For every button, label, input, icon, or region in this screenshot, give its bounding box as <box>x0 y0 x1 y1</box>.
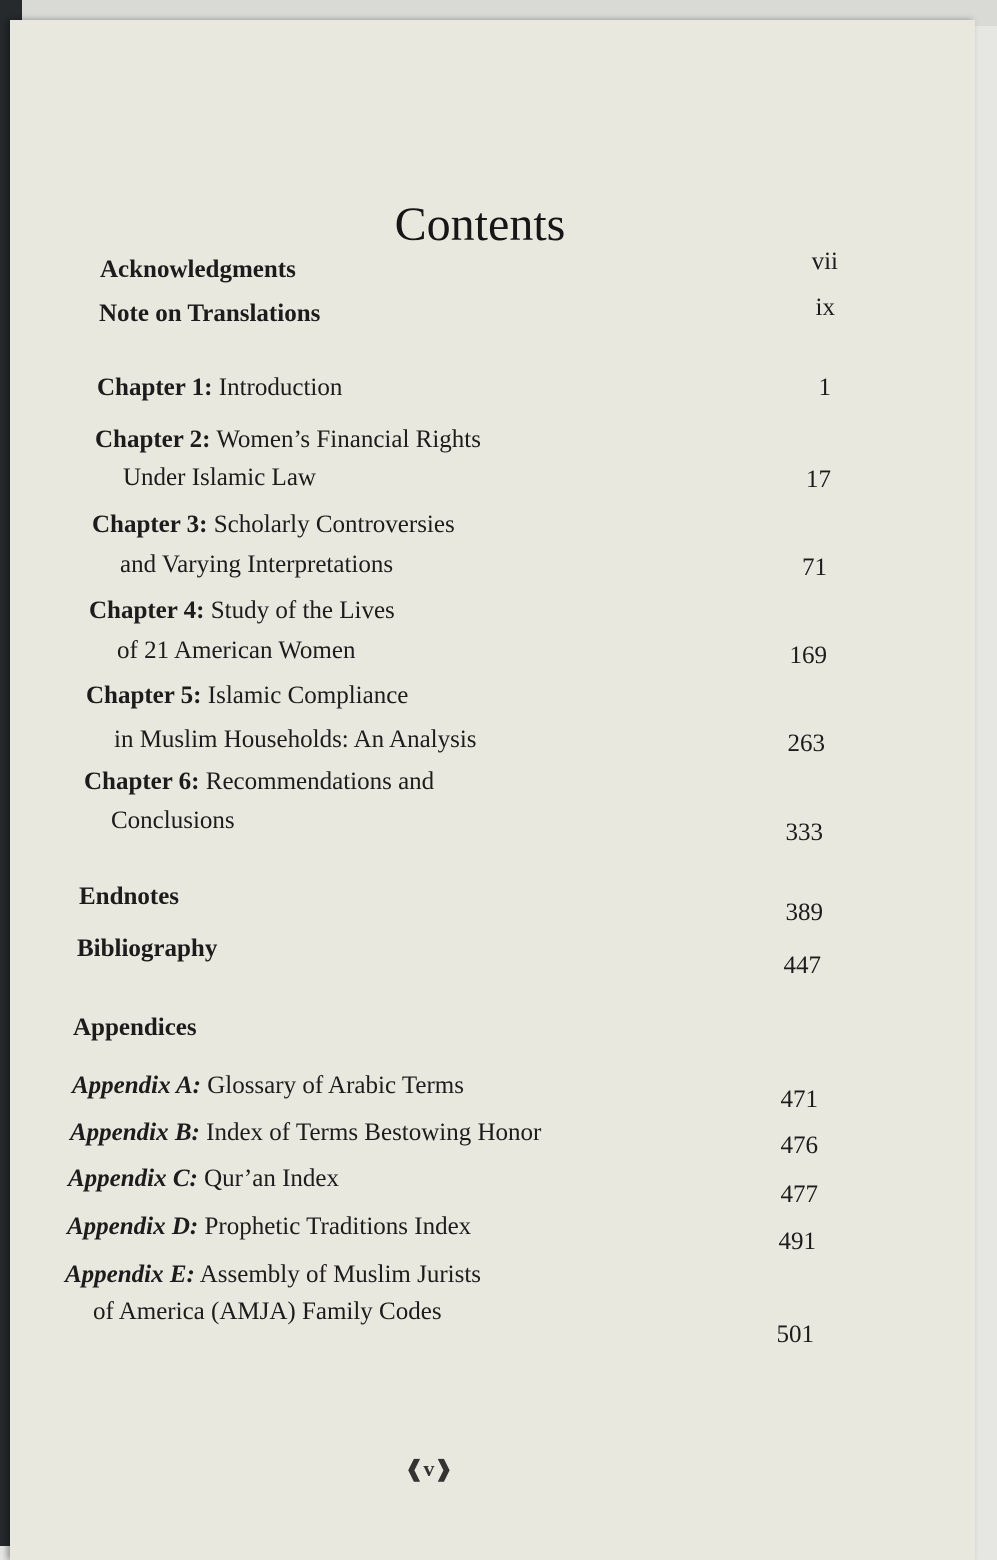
toc-appendix-c: Appendix C: Qur’an Index <box>68 1165 340 1192</box>
toc-appendix-e: Appendix E: Assembly of Muslim Jurists <box>65 1261 482 1288</box>
toc-appendix-e-page: 501 <box>776 1321 814 1348</box>
toc-appendix-b: Appendix B: Index of Terms Bestowing Honor <box>70 1119 542 1146</box>
toc-appendix-e-continuation: of America (AMJA) Family Codes <box>93 1298 442 1325</box>
toc-endnotes-page: 389 <box>785 899 823 926</box>
toc-chapter-3-continuation: and Varying Interpretations <box>120 551 394 578</box>
toc-acknowledgments-page: vii <box>811 248 838 275</box>
toc-chapter-2-page: 17 <box>806 466 831 493</box>
toc-chapter-3: Chapter 3: Scholarly Controversies <box>92 511 455 538</box>
toc-chapter-4: Chapter 4: Study of the Lives <box>89 597 395 624</box>
page-title: Contents <box>394 198 566 252</box>
toc-chapter-6: Chapter 6: Recommendations and <box>84 768 435 795</box>
toc-appendix-c-page: 477 <box>780 1181 818 1208</box>
toc-chapter-6-continuation: Conclusions <box>111 807 235 834</box>
toc-note-on-translations-label: Note on Translations <box>99 300 321 327</box>
toc-chapter-2-continuation: Under Islamic Law <box>123 464 316 491</box>
toc-appendix-d-page: 491 <box>778 1228 816 1255</box>
toc-chapter-2: Chapter 2: Women’s Financial Rights <box>95 426 481 453</box>
toc-bibliography-label: Bibliography <box>77 935 218 962</box>
toc-chapter-1-page: 1 <box>818 374 831 401</box>
toc-appendix-a: Appendix A: Glossary of Arabic Terms <box>72 1072 464 1099</box>
page-number-folio: ❰v❱ <box>405 1456 453 1481</box>
toc-bibliography-page: 447 <box>783 952 821 979</box>
toc-note-on-translations-page: ix <box>815 294 835 321</box>
toc-chapter-1: Chapter 1: Introduction <box>97 374 343 401</box>
toc-endnotes-label: Endnotes <box>79 883 180 910</box>
toc-appendix-b-page: 476 <box>780 1132 818 1159</box>
toc-chapter-5-continuation: in Muslim Households: An Analysis <box>114 726 477 753</box>
toc-acknowledgments-label: Acknowledgments <box>100 256 296 283</box>
toc-chapter-6-page: 333 <box>785 819 823 846</box>
book-page <box>10 20 975 1560</box>
toc-chapter-5: Chapter 5: Islamic Compliance <box>86 682 409 709</box>
toc-chapter-5-page: 263 <box>787 730 825 757</box>
toc-appendices-heading: Appendices <box>73 1014 197 1041</box>
toc-appendix-d: Appendix D: Prophetic Traditions Index <box>67 1213 472 1240</box>
toc-chapter-3-page: 71 <box>802 554 827 581</box>
toc-appendix-a-page: 471 <box>780 1086 818 1113</box>
toc-chapter-4-continuation: of 21 American Women <box>117 637 356 664</box>
toc-chapter-4-page: 169 <box>789 642 827 669</box>
